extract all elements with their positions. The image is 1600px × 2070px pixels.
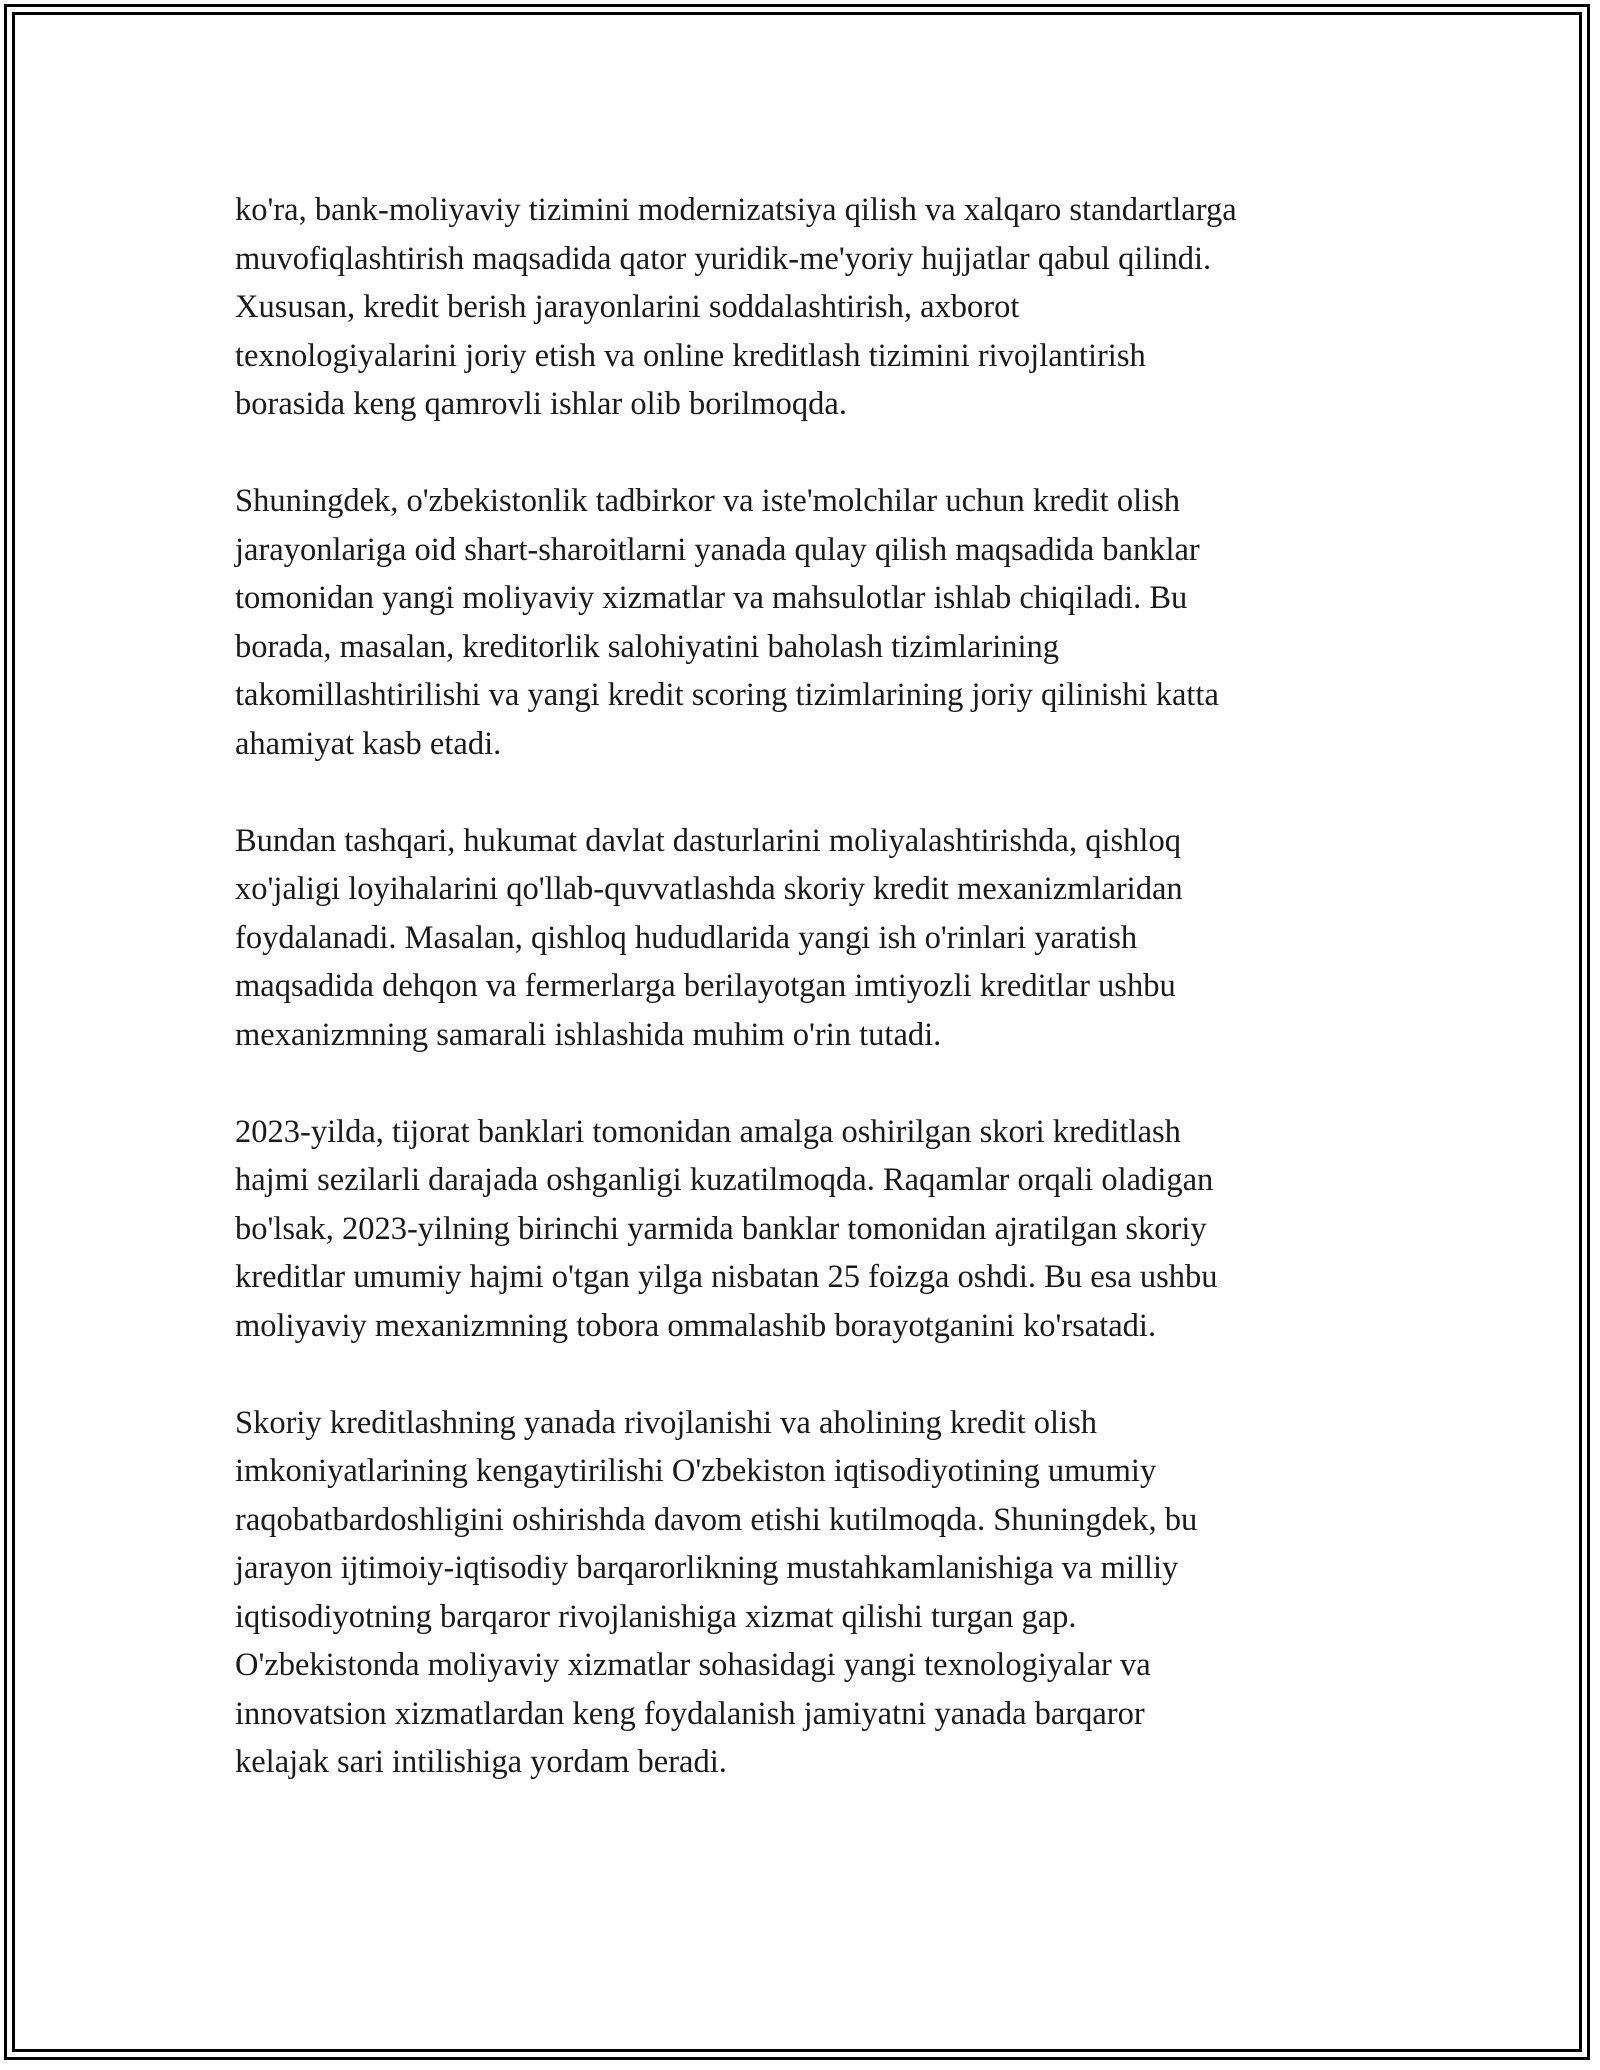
text-line: ahamiyat kasb etadi.	[235, 725, 502, 762]
text-line: foydalanadi. Masalan, qishloq hududlarida yangi ish o'rinlari yaratish	[235, 919, 1138, 956]
paragraph-2	[235, 477, 1385, 768]
text-line: mexanizmning samarali ishlashida muhim o'rin tutadi.	[235, 1016, 942, 1053]
text-line: iqtisodiyotning barqaror rivojlanishiga xizmat qilishi turgan gap.	[235, 1598, 1077, 1635]
text-line: Skoriy kreditlashning yanada rivojlanishi va aholining kredit olish	[235, 1404, 1098, 1441]
text-line: Xususan, kredit berish jarayonlarini soddalashtirish, axborot	[235, 289, 1020, 325]
text-line: ko'ra, bank-moliyaviy tizimini modernizatsiya qilish va xalqaro standartlarga	[235, 192, 1237, 228]
text-line: muvofiqlashtirish maqsadida qator yuridik-me'yoriy hujjatlar qabul qilindi.	[235, 240, 1212, 277]
text-line: borada, masalan, kreditorlik salohiyatini baholash tizimlarining	[235, 628, 1060, 665]
text-line: texnologiyalarini joriy etish va online kreditlash tizimini rivojlantirish	[235, 337, 1146, 374]
text-line: takomillashtirilishi va yangi kredit scoring tizimlarining joriy qilinishi katta	[235, 677, 1219, 713]
text-line: kelajak sari intilishiga yordam beradi.	[235, 1744, 727, 1780]
text-line: tomonidan yangi moliyaviy xizmatlar va mahsulotlar ishlab chiqiladi. Bu	[235, 580, 1188, 616]
text-line: maqsadida dehqon va fermerlarga berilayotgan imtiyozli kreditlar ushbu	[235, 968, 1176, 1004]
text-line: moliyaviy mexanizmning tobora ommalashib borayotganini ko'rsatadi.	[235, 1307, 1157, 1344]
text-line: imkoniyatlarining kengaytirilishi O'zbekiston iqtisodiyotining umumiy	[235, 1453, 1157, 1489]
paragraph-5	[235, 1399, 1385, 1787]
text-line: borasida keng qamrovli ishlar olib borilmoqda.	[235, 386, 847, 422]
text-line: O'zbekistonda moliyaviy xizmatlar sohasidagi yangi texnologiyalar va	[235, 1647, 1151, 1683]
paragraph-1	[235, 186, 1385, 429]
text-line: Bundan tashqari, hukumat davlat dasturlarini moliyalashtirishda, qishloq	[235, 822, 1181, 859]
text-line: Shuningdek, o'zbekistonlik tadbirkor va iste'molchilar uchun kredit olish	[235, 483, 1181, 519]
text-line: jarayon ijtimoiy-iqtisodiy barqarorlikning mustahkamlanishiga va milliy	[235, 1550, 1179, 1586]
text-line: xo'jaligi loyihalarini qo'llab-quvvatlashda skoriy kredit mexanizmlaridan	[235, 871, 1183, 907]
document-body	[235, 186, 1385, 1835]
paragraph-3	[235, 817, 1385, 1060]
text-line: kreditlar umumiy hajmi o'tgan yilga nisbatan 25 foizga oshdi. Bu esa ushbu	[235, 1259, 1218, 1295]
text-line: bo'lsak, 2023-yilning birinchi yarmida banklar tomonidan ajratilgan skoriy	[235, 1210, 1207, 1247]
text-line: raqobatbardoshligini oshirishda davom etishi kutilmoqda. Shuningdek, bu	[235, 1501, 1198, 1538]
paragraph-4	[235, 1108, 1385, 1351]
text-line: hajmi sezilarli darajada oshganligi kuzatilmoqda. Raqamlar orqali oladigan	[235, 1162, 1214, 1198]
text-line: 2023-yilda, tijorat banklari tomonidan amalga oshirilgan skori kreditlash	[235, 1113, 1181, 1150]
text-line: innovatsion xizmatlardan keng foydalanish jamiyatni yanada barqaror	[235, 1695, 1145, 1732]
text-line: jarayonlariga oid shart-sharoitlarni yanada qulay qilish maqsadida banklar	[235, 531, 1200, 568]
